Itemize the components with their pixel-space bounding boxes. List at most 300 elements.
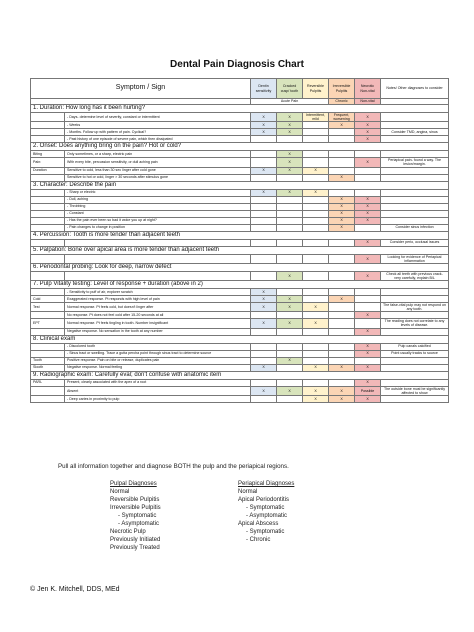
row-note: [381, 189, 449, 196]
row-note: The false-vital pulp may not respond on any tooth.: [381, 303, 449, 312]
row-symptom: - Days- determine level of severity, constant or intermittent: [65, 113, 251, 122]
row-cell: [303, 343, 329, 350]
row-cell: [251, 203, 277, 210]
row-cell: [355, 296, 381, 303]
row-cell: [277, 203, 303, 210]
chronic-label: Chronic: [329, 99, 355, 105]
row-cell: [277, 350, 303, 357]
row-cell: X: [303, 386, 329, 395]
section-header: [31, 231, 449, 239]
row-cell: X: [355, 239, 381, 246]
row-cell: X: [329, 217, 355, 224]
row-symptom: Sensitive to hot or cold, linger > 30 seconds after stimulus gone: [65, 174, 251, 181]
table-row: [31, 217, 449, 224]
table-row: [31, 210, 449, 217]
row-cell: X: [251, 189, 277, 196]
row-label: [31, 350, 65, 357]
row-cell: [303, 357, 329, 364]
periapical-item: - Asymptomatic: [246, 513, 288, 519]
row-cell: X: [251, 303, 277, 312]
row-cell: [277, 343, 303, 350]
row-cell: X: [251, 113, 277, 122]
row-label: [31, 129, 65, 136]
row-cell: [303, 196, 329, 203]
row-note: [381, 328, 449, 335]
row-cell: X: [303, 303, 329, 312]
row-cell: [277, 239, 303, 246]
row-cell: X: [303, 395, 329, 402]
symptom-header: Symptom / Sign: [31, 79, 251, 99]
row-cell: [277, 289, 303, 296]
row-cell: [303, 224, 329, 231]
row-cell: X: [277, 167, 303, 174]
periapical-item: Apical Periodontitis: [238, 497, 290, 503]
row-cell: X: [355, 113, 381, 122]
row-symptom: - Weeks: [65, 122, 251, 129]
row-cell: X: [329, 296, 355, 303]
row-cell: X: [329, 364, 355, 371]
row-cell: X: [355, 271, 381, 280]
table-row: [31, 386, 449, 395]
table-row: [31, 136, 449, 143]
row-cell: X: [251, 319, 277, 328]
section-header: [31, 335, 449, 343]
row-cell: [251, 239, 277, 246]
row-cell: [329, 239, 355, 246]
row-cell: [355, 189, 381, 196]
row-cell: [303, 151, 329, 158]
section-label: 4. Percussion: Tooth is more tender than adjacent teeth: [31, 231, 449, 239]
table-row: [31, 328, 449, 335]
row-note: Check all teeth with previous crack-very carefully, explain B/L: [381, 271, 449, 280]
chart-title: Dental Pain Diagnosis Chart: [170, 59, 304, 70]
section-header: [31, 371, 449, 379]
row-label: Tooth: [31, 357, 65, 364]
row-cell: [277, 217, 303, 224]
row-cell: [329, 254, 355, 263]
row-symptom: Positive response. Pain on bite or release, duplicates pain: [65, 357, 251, 364]
row-label: Pain:: [31, 158, 65, 167]
pulpal-item: Reversible Pulpitis: [110, 497, 160, 503]
row-cell: [329, 189, 355, 196]
periapical-item: - Symptomatic: [246, 529, 285, 535]
table-row: [31, 203, 449, 210]
row-cell: X: [251, 364, 277, 371]
row-cell: Intermittent, mild: [303, 113, 329, 122]
col-necrotic-header: Necrotic Non-vital: [355, 79, 381, 99]
section-label: 1. Duration: How long has it been hurting?: [31, 105, 449, 113]
row-cell: X: [355, 122, 381, 129]
row-label: [31, 395, 65, 402]
row-cell: X: [355, 364, 381, 371]
row-note: [381, 357, 449, 364]
row-symptom: With every bite, percussion sensitivity, or dull aching pain: [65, 158, 251, 167]
row-note: [381, 312, 449, 319]
row-label: [31, 343, 65, 350]
row-cell: [251, 271, 277, 280]
row-cell: X: [329, 395, 355, 402]
section-label: 3. Character: Describe the pain: [31, 181, 449, 189]
credit: © Jen K. Mitchell, DDS, MEd: [30, 586, 120, 593]
row-cell: X: [277, 113, 303, 122]
row-symptom: - Sinus tract or swelling. Trace a gutta percha point through sinus tract to determine source: [65, 350, 251, 357]
row-cell: X: [277, 129, 303, 136]
row-label: [31, 328, 65, 335]
row-cell: [355, 319, 381, 328]
acute-pain-label: Acute Pain: [251, 99, 329, 105]
row-symptom: No response. Pt does not feel cold after 15-20 seconds at all: [65, 312, 251, 319]
row-cell: [329, 151, 355, 158]
row-cell: [355, 357, 381, 364]
row-cell: [303, 271, 329, 280]
row-label: [31, 113, 65, 122]
row-cell: [329, 350, 355, 357]
row-cell: [277, 395, 303, 402]
table-row: [31, 343, 449, 350]
row-symptom: Normal response. Pt feels cold, but doesn't linger after: [65, 303, 251, 312]
row-label: [31, 210, 65, 217]
row-note: [381, 174, 449, 181]
section-header: [31, 246, 449, 254]
row-cell: X: [277, 151, 303, 158]
row-note: [381, 395, 449, 402]
row-cell: [329, 303, 355, 312]
row-label: Slooth: [31, 364, 65, 371]
diagnosis-table: [30, 78, 449, 403]
row-note: [381, 113, 449, 122]
row-symptom: Negative response. No sensation in the tooth at any number: [65, 328, 251, 335]
row-cell: [329, 271, 355, 280]
row-cell: [251, 196, 277, 203]
row-cell: [303, 129, 329, 136]
row-cell: [251, 357, 277, 364]
col-reversible-header: Reversible Pulpitis: [303, 79, 329, 99]
table-row: [31, 254, 449, 263]
periapical-item: Normal: [238, 489, 258, 495]
table-row: [31, 303, 449, 312]
row-cell: X: [251, 167, 277, 174]
row-cell: X: [329, 210, 355, 217]
row-cell: [277, 210, 303, 217]
row-cell: [355, 167, 381, 174]
row-note: [381, 196, 449, 203]
row-note: [381, 210, 449, 217]
pulpal-item: Necrotic Pulp: [110, 529, 146, 535]
row-cell: X: [277, 158, 303, 167]
section-label: 6. Periodontal probing: Look for deep, narrow defect: [31, 263, 449, 271]
section-header: [31, 181, 449, 189]
row-cell: X: [355, 136, 381, 143]
row-symptom: - Months. Follow up with pattern of pain. Cyclical?: [65, 129, 251, 136]
periapical-item: - Chronic: [246, 537, 271, 543]
pulpal-item: - Asymptomatic: [118, 521, 160, 527]
row-cell: [277, 224, 303, 231]
row-cell: X: [329, 224, 355, 231]
row-cell: [303, 158, 329, 167]
section-header: [31, 263, 449, 271]
row-label: [31, 271, 65, 280]
row-cell: X: [277, 271, 303, 280]
row-cell: [251, 254, 277, 263]
table-row: [31, 357, 449, 364]
row-cell: [303, 328, 329, 335]
row-cell: [355, 151, 381, 158]
row-cell: [303, 379, 329, 386]
row-cell: [303, 210, 329, 217]
table-row: [31, 319, 449, 328]
row-cell: [355, 289, 381, 296]
row-symptom: - Sharp or electric: [65, 189, 251, 196]
row-cell: [329, 328, 355, 335]
row-symptom: - Constant: [65, 210, 251, 217]
periapical-heading: Periapical Diagnoses: [238, 481, 295, 487]
row-cell: X: [355, 312, 381, 319]
table-row: [31, 113, 449, 122]
row-cell: X: [303, 364, 329, 371]
section-label: 7. Pulp Vitality testing: Level of response + duration (above in 2): [31, 281, 449, 289]
row-note: [381, 379, 449, 386]
row-cell: X: [355, 203, 381, 210]
row-cell: X: [329, 122, 355, 129]
pulpal-item: Previously Treated: [110, 545, 160, 551]
section-label: 9. Radiographic exam: Carefully eval; don't confuse with anatomic item: [31, 371, 449, 379]
row-cell: [329, 167, 355, 174]
table-row: [31, 289, 449, 296]
row-note: Pulp canals calcified: [381, 343, 449, 350]
row-cell: [251, 328, 277, 335]
row-label: [31, 254, 65, 263]
row-cell: Frequent, worsening: [329, 113, 355, 122]
row-label: [31, 196, 65, 203]
row-symptom: Sensitive to cold, less than 30 sec linger after cold gone: [65, 167, 251, 174]
row-symptom: - Throbbing: [65, 203, 251, 210]
row-cell: Possible: [355, 386, 381, 395]
row-cell: [277, 136, 303, 143]
row-note: [381, 122, 449, 129]
pulpal-item: Previously Initiated: [110, 537, 161, 543]
row-cell: X: [303, 319, 329, 328]
row-note: [381, 203, 449, 210]
row-cell: [329, 343, 355, 350]
table-row: [31, 239, 449, 246]
row-label: Cold: [31, 296, 65, 303]
row-note: Periapical pain- found a way. The lesion/margin.: [381, 158, 449, 167]
pulpal-heading: Pulpal Diagnoses: [110, 481, 157, 487]
periapical-item: - Symptomatic: [246, 505, 285, 511]
row-label: [31, 386, 65, 395]
row-cell: X: [277, 296, 303, 303]
row-cell: [355, 224, 381, 231]
row-cell: X: [355, 254, 381, 263]
table-row: [31, 196, 449, 203]
row-cell: X: [329, 203, 355, 210]
section-header: [31, 143, 449, 151]
row-note: [381, 217, 449, 224]
row-cell: [277, 254, 303, 263]
table-row: [31, 158, 449, 167]
row-cell: [303, 136, 329, 143]
row-symptom: [65, 254, 251, 263]
row-symptom: - Sensitivity to puff of air, explorer scratch: [65, 289, 251, 296]
row-cell: [329, 357, 355, 364]
row-note: Consider TMD, angina, sinus: [381, 129, 449, 136]
row-cell: [251, 343, 277, 350]
table-row: [31, 167, 449, 174]
row-note: Point usually tracks to source: [381, 350, 449, 357]
row-note: Consider sinus infection: [381, 224, 449, 231]
table-row: [31, 364, 449, 371]
table-row: [31, 271, 449, 280]
row-cell: X: [355, 129, 381, 136]
row-cell: X: [277, 189, 303, 196]
nonvital-label: Non-vital: [355, 99, 381, 105]
row-label: Test: [31, 303, 65, 312]
periapical-item: Apical Abscess: [238, 521, 279, 527]
row-cell: X: [277, 357, 303, 364]
row-symptom: - Has the pain ever been so bad it woke you up at night?: [65, 217, 251, 224]
row-cell: [303, 312, 329, 319]
row-symptom: Negative response. Normal feeling: [65, 364, 251, 371]
row-cell: [303, 350, 329, 357]
row-cell: [251, 151, 277, 158]
pulpal-item: Irreversible Pulpitis: [110, 505, 161, 511]
pulpal-item: Normal: [110, 489, 130, 495]
row-label: PARL: [31, 379, 65, 386]
row-cell: [329, 319, 355, 328]
row-symptom: - Pain changes to change in position: [65, 224, 251, 231]
row-cell: X: [303, 167, 329, 174]
row-cell: [251, 379, 277, 386]
row-cell: [277, 196, 303, 203]
row-cell: X: [355, 196, 381, 203]
row-cell: X: [355, 395, 381, 402]
row-cell: [251, 350, 277, 357]
pulpal-diagnoses: [110, 480, 161, 552]
section-label: 5. Palpation: Bone over apical area is more tender than adjacent teeth: [31, 246, 449, 254]
row-cell: [251, 312, 277, 319]
section-label: 8. Clinical exam: [31, 335, 449, 343]
row-cell: X: [277, 386, 303, 395]
row-cell: X: [277, 319, 303, 328]
row-symptom: - Past history of one episode of severe pain, which then dissipated: [65, 136, 251, 143]
row-cell: [355, 174, 381, 181]
table-row: [31, 122, 449, 129]
table-row: [31, 189, 449, 196]
row-cell: X: [329, 174, 355, 181]
row-note: [381, 167, 449, 174]
row-cell: [251, 210, 277, 217]
row-cell: X: [329, 196, 355, 203]
row-cell: X: [277, 303, 303, 312]
row-label: [31, 122, 65, 129]
col-dentin-header: Dentin sensitivity: [251, 79, 277, 99]
row-note: [381, 364, 449, 371]
row-cell: X: [251, 289, 277, 296]
table-row: [31, 395, 449, 402]
row-label: EPT: [31, 319, 65, 328]
row-cell: [303, 122, 329, 129]
row-cell: [329, 312, 355, 319]
row-cell: X: [355, 328, 381, 335]
row-label: [31, 189, 65, 196]
row-note: Consider perio, occlusal issues: [381, 239, 449, 246]
row-note: [381, 136, 449, 143]
row-note: The outside bone must be significantly affected to show: [381, 386, 449, 395]
col-cracked-header: Cracked cusp/ tooth: [277, 79, 303, 99]
row-cell: [251, 174, 277, 181]
section-header: [31, 281, 449, 289]
row-cell: X: [355, 350, 381, 357]
row-label: Biting: [31, 151, 65, 158]
col-irreversible-header: Irreversible Pulpitis: [329, 79, 355, 99]
table-row: [31, 312, 449, 319]
row-cell: X: [355, 158, 381, 167]
row-cell: [251, 158, 277, 167]
row-cell: [251, 395, 277, 402]
row-note: [381, 289, 449, 296]
row-cell: [277, 174, 303, 181]
row-symptom: Only sometimes, or a sharp, electric pain: [65, 151, 251, 158]
row-cell: X: [355, 379, 381, 386]
table-row: [31, 296, 449, 303]
row-cell: [355, 303, 381, 312]
table-row: [31, 174, 449, 181]
periapical-diagnoses: [238, 480, 294, 544]
row-cell: X: [277, 122, 303, 129]
table-row: [31, 350, 449, 357]
row-cell: [277, 379, 303, 386]
section-header: [31, 105, 449, 113]
row-label: [31, 289, 65, 296]
table-row: [31, 151, 449, 158]
row-cell: [277, 328, 303, 335]
row-label: [31, 136, 65, 143]
row-cell: X: [251, 296, 277, 303]
row-label: [31, 217, 65, 224]
row-cell: X: [251, 386, 277, 395]
row-cell: [303, 203, 329, 210]
row-label: [31, 174, 65, 181]
row-cell: [303, 174, 329, 181]
row-note: The reading does not correlate to any levels of disease.: [381, 319, 449, 328]
row-cell: [303, 217, 329, 224]
row-symptom: - Discolored tooth: [65, 343, 251, 350]
row-label: Duration: [31, 167, 65, 174]
notes-header: Notes/ Other diagnoses to consider: [381, 79, 449, 99]
row-cell: X: [355, 217, 381, 224]
table-row: [31, 379, 449, 386]
row-cell: [303, 254, 329, 263]
row-symptom: Exaggerated response. Pt responds with high level of pain: [65, 296, 251, 303]
row-cell: [303, 296, 329, 303]
table-row: [31, 224, 449, 231]
row-note: [381, 151, 449, 158]
row-note: Looking for evidence of Periapical inflammation: [381, 254, 449, 263]
row-label: [31, 312, 65, 319]
row-label: [31, 239, 65, 246]
row-cell: [329, 379, 355, 386]
section-label: 2. Onset: Does anything bring on the pain? Hot or cold?: [31, 143, 449, 151]
row-cell: [329, 136, 355, 143]
row-cell: [329, 129, 355, 136]
row-cell: [277, 364, 303, 371]
row-cell: [251, 224, 277, 231]
pulpal-item: - Symptomatic: [118, 513, 157, 519]
row-note: [381, 296, 449, 303]
row-symptom: [65, 271, 251, 280]
row-cell: X: [251, 122, 277, 129]
row-cell: [329, 289, 355, 296]
